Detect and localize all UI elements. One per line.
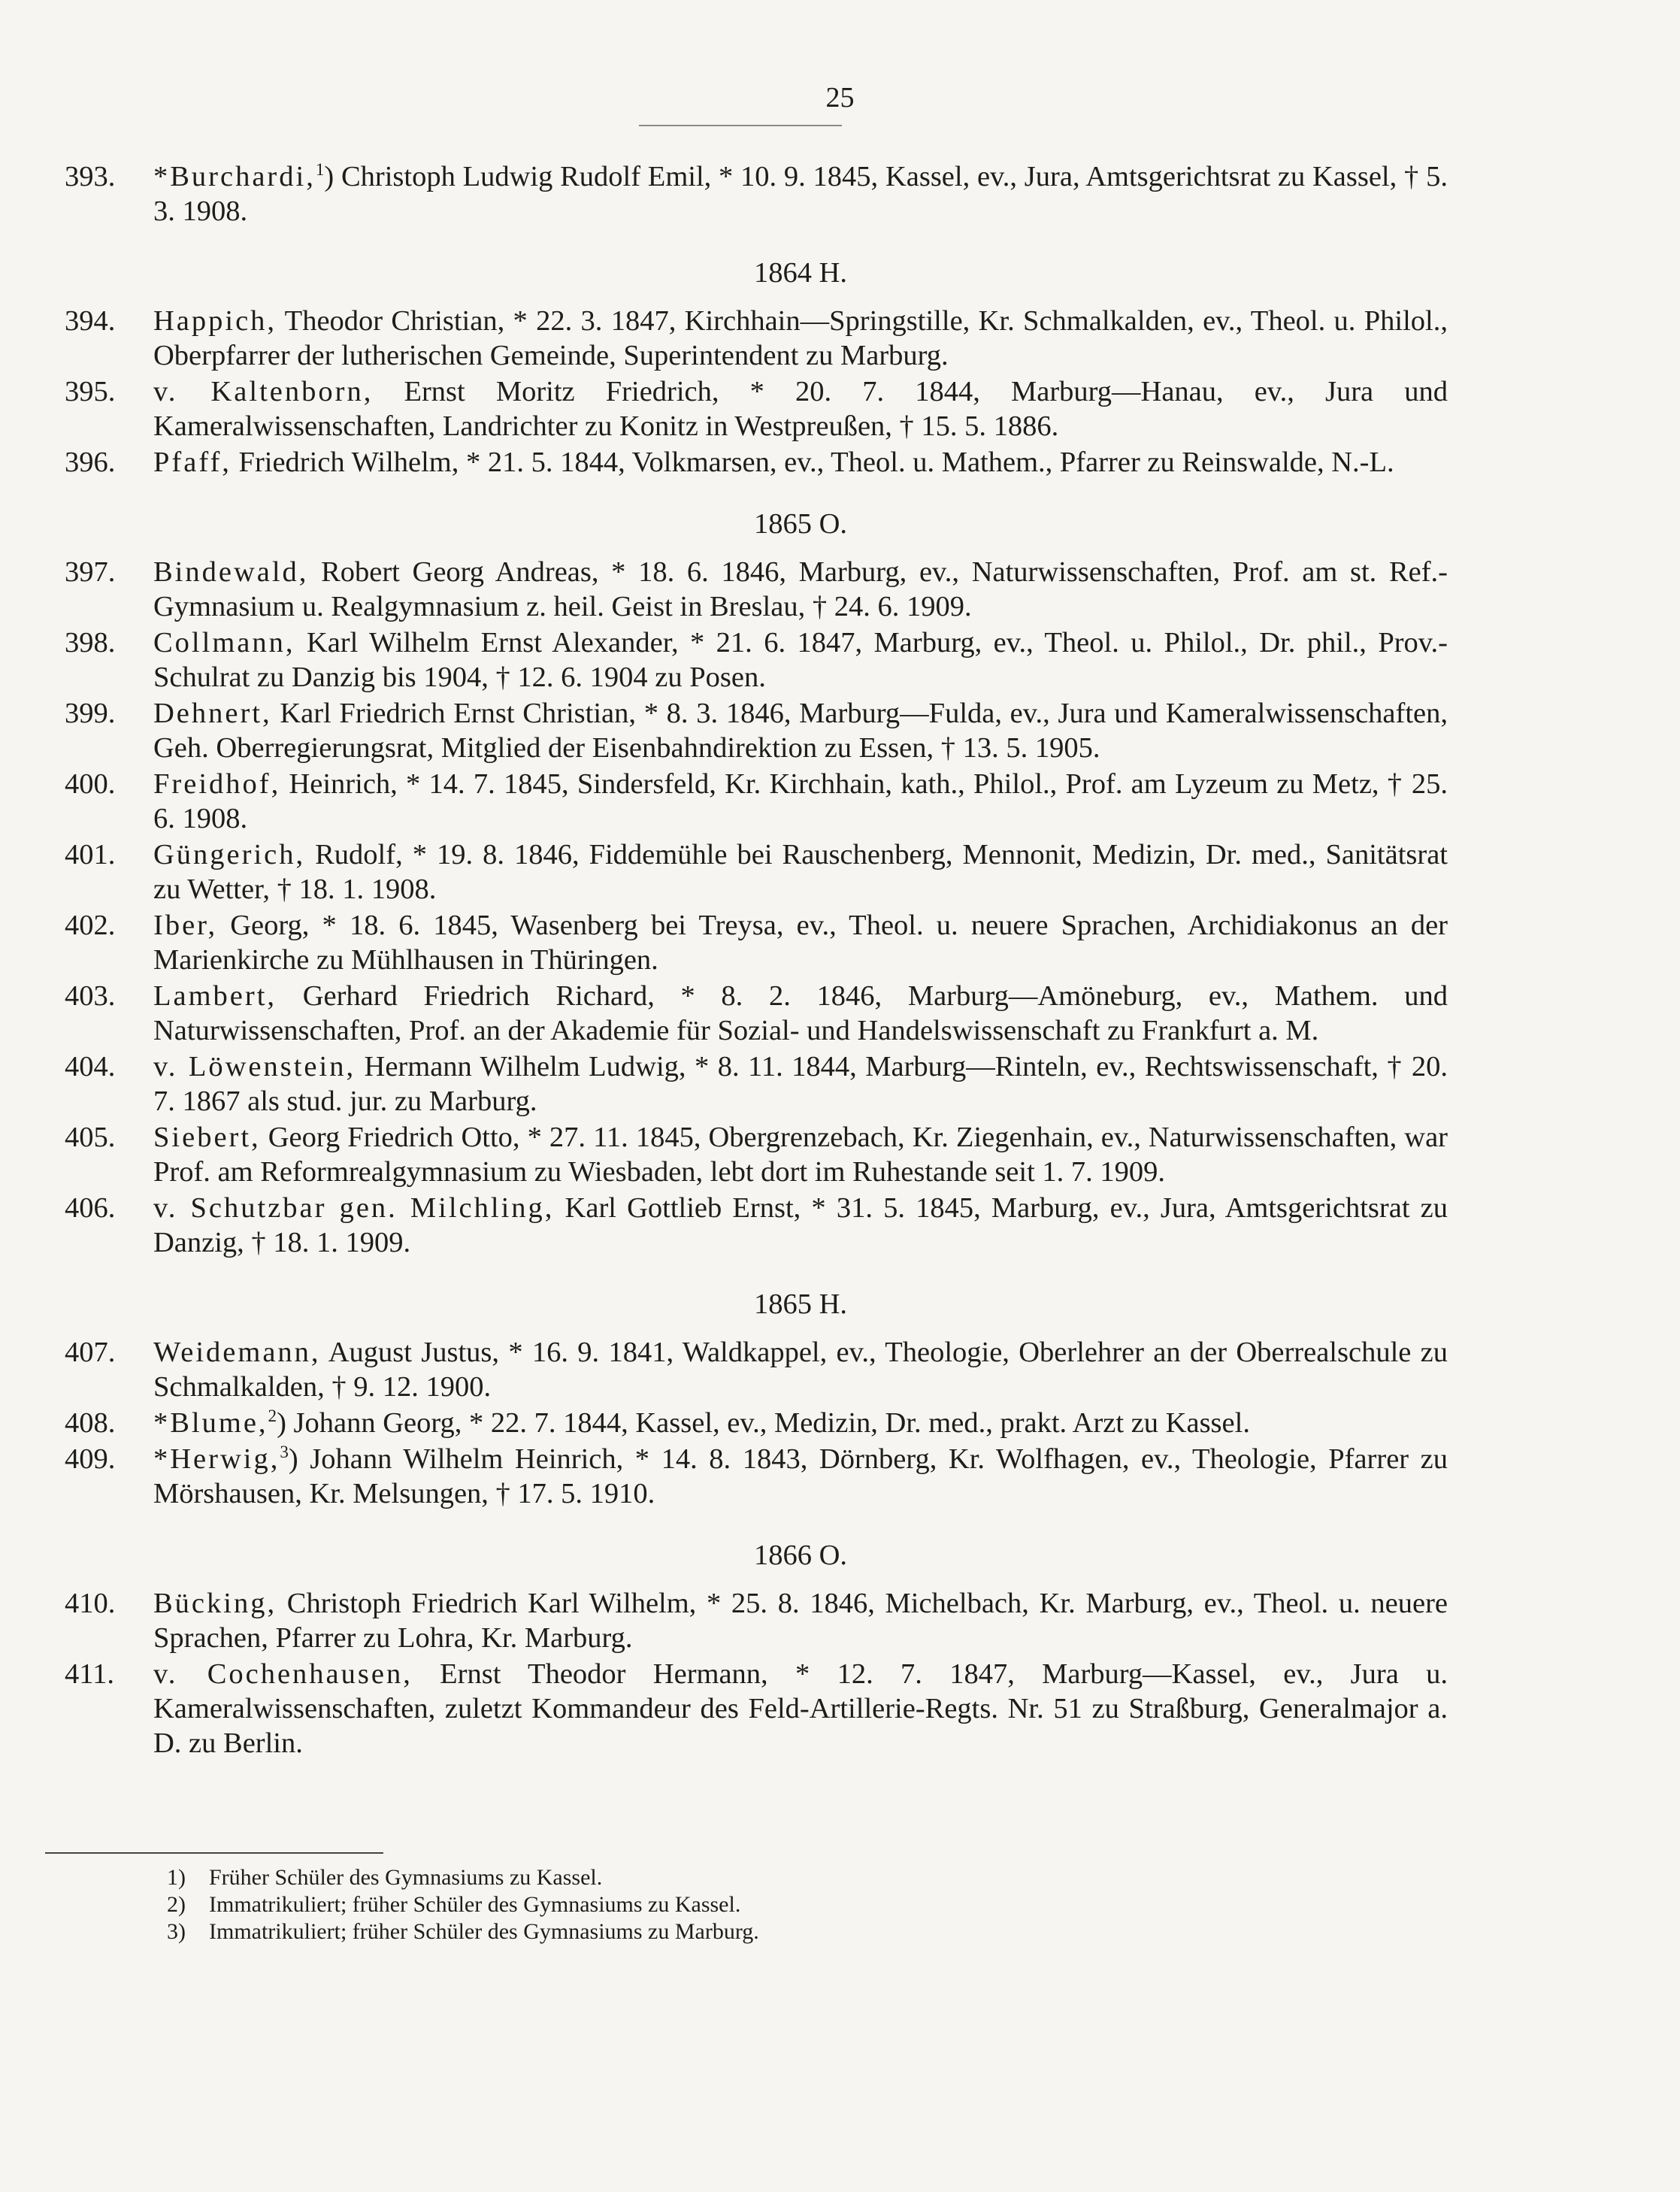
person-name: *Herwig, [153,1443,280,1475]
register-entry [65,555,1448,624]
entry-number: 399. [65,698,116,729]
entry-number: 411. [65,1658,114,1690]
entry-number: 393. [65,161,116,192]
entry-number: 400. [65,768,116,800]
entry-text [153,1049,1448,1119]
register-entry [65,979,1448,1048]
register-entry [65,445,1448,480]
entry-number: 394. [65,305,116,337]
entry-number: 404. [65,1051,116,1082]
register-entry [65,304,1448,373]
entry-details: Gerhard Friedrich Richard, * 8. 2. 1846, Marburg—Amöneburg, ev., Mathem. und Naturwissenschaften, Prof. an der Akademie für Sozial- und Handelswissenschaft zu Frankfurt a. M. [153,980,1448,1046]
register-entry [65,1335,1448,1404]
entry-text [153,1657,1448,1761]
section-heading: 1865 H. [753,1288,848,1320]
entry-details: Ernst Moritz Friedrich, * 20. 7. 1844, Marburg—Hanau, ev., Jura und Kameralwissenschaften, Landrichter zu Konitz in Westpreußen, † 15. 5. 1886. [153,376,1448,442]
person-name: Lambert, [153,980,277,1012]
header-rule [639,125,842,126]
person-name: Iber, [153,910,218,941]
entry-text [153,1442,1448,1511]
entry-number: 407. [65,1337,116,1368]
person-name: Güngerich, [153,839,306,870]
entry-text [153,1191,1448,1260]
register-entry [65,1049,1448,1119]
register-entry [65,1406,1448,1440]
entry-text [153,767,1448,836]
footnote-rule [45,1852,383,1854]
register-entry [65,374,1448,444]
entry-details: Friedrich Wilhelm, * 21. 5. 1844, Volkmarsen, ev., Theol. u. Mathem., Pfarrer zu Reinswalde, N.-L. [231,447,1394,478]
register-entry [65,767,1448,836]
person-name: v. Löwenstein, [153,1051,356,1082]
footnote [167,1891,1294,1918]
footnote-reference: 2 [268,1406,277,1426]
entry-number: 409. [65,1443,116,1475]
entry-details: Ernst Theodor Hermann, * 12. 7. 1847, Marburg—Kassel, ev., Jura u. Kameralwissenschaften, zuletzt Kommandeur des Feld-Artillerie-Regts. Nr. 51 zu Straßburg, Generalmajor a. D. zu Berlin. [153,1658,1448,1759]
register-entry [65,1586,1448,1655]
entry-text [153,1586,1448,1655]
entry-details: Rudolf, * 19. 8. 1846, Fiddemühle bei Rauschenberg, Mennonit, Medizin, Dr. med., Sanitätsrat zu Wetter, † 18. 1. 1908. [153,839,1448,905]
entry-details: ) Johann Georg, * 22. 7. 1844, Kassel, ev., Medizin, Dr. med., prakt. Arzt zu Kassel. [277,1407,1250,1439]
register-entry [65,159,1448,229]
section-heading: 1865 O. [753,508,848,540]
footnote-text: Immatrikuliert; früher Schüler des Gymnasiums zu Marburg. [209,1919,759,1944]
entry-number: 396. [65,447,116,478]
entry-text [153,1406,1448,1440]
entry-number: 395. [65,376,116,407]
entry-number: 408. [65,1407,116,1439]
entry-details: August Justus, * 16. 9. 1841, Waldkappel, ev., Theologie, Oberlehrer an der Oberrealschule zu Schmalkalden, † 9. 12. 1900. [153,1337,1448,1403]
entry-text [153,979,1448,1048]
section-heading: 1864 H. [753,257,848,289]
entry-details: Georg Friedrich Otto, * 27. 11. 1845, Obergrenzebach, Kr. Ziegenhain, ev., Naturwissenschaften, war Prof. am Reformrealgymnasium zu Wiesbaden, lebt dort im Ruhestande seit 1. 7. 1909. [153,1122,1448,1188]
entry-number: 398. [65,627,116,659]
entry-text [153,374,1448,444]
entry-details: Karl Gottlieb Ernst, * 31. 5. 1845, Marburg, ev., Jura, Amtsgerichtsrat zu Danzig, † 18. 1. 1909. [153,1192,1448,1258]
person-name: Happich, [153,305,277,337]
footnote-reference: 1 [315,159,325,180]
person-name: *Blume, [153,1407,268,1439]
entry-number: 397. [65,556,116,588]
person-name: v. Kaltenborn, [153,376,374,407]
person-name: Freidhof, [153,768,281,800]
footnote-text: Immatrikuliert; früher Schüler des Gymnasiums zu Kassel. [209,1892,741,1917]
page-number: 25 [825,82,855,114]
entry-text [153,159,1448,229]
footnote-mark: 2) [167,1892,186,1917]
entry-text [153,304,1448,373]
register-entry [65,837,1448,907]
entry-details: Theodor Christian, * 22. 3. 1847, Kirchhain—Springstille, Kr. Schmalkalden, ev., Theol. u. Philol., Oberpfarrer der lutherischen Gemeinde, Superintendent zu Marburg. [153,305,1448,371]
person-name: v. Cochenhausen, [153,1658,413,1690]
entry-details: ) Christoph Ludwig Rudolf Emil, * 10. 9. 1845, Kassel, ev., Jura, Amtsgerichtsrat zu Kassel, † 5. 3. 1908. [153,161,1448,227]
entry-text [153,1335,1448,1404]
entry-details: Robert Georg Andreas, * 18. 6. 1846, Marburg, ev., Naturwissenschaften, Prof. am st. Ref.-Gymnasium u. Realgymnasium z. heil. Geist in Breslau, † 24. 6. 1909. [153,556,1448,622]
entry-details: Karl Friedrich Ernst Christian, * 8. 3. 1846, Marburg—Fulda, ev., Jura und Kameralwissenschaften, Geh. Oberregierungsrat, Mitglied der Eisenbahndirektion zu Essen, † 13. 5. 1905. [153,698,1448,764]
entry-number: 405. [65,1122,116,1153]
entry-number: 406. [65,1192,116,1224]
entry-details: Georg, * 18. 6. 1845, Wasenberg bei Treysa, ev., Theol. u. neuere Sprachen, Archidiakonus an der Marienkirche zu Mühlhausen in Thüringen. [153,910,1448,976]
person-name: Weidemann, [153,1337,321,1368]
footnote-text: Früher Schüler des Gymnasiums zu Kassel. [209,1865,603,1890]
person-name: v. Schutzbar gen. Milchling, [153,1192,555,1224]
register-entry [65,1442,1448,1511]
entry-details: Christoph Friedrich Karl Wilhelm, * 25. 8. 1846, Michelbach, Kr. Marburg, ev., Theol. u. neuere Sprachen, Pfarrer zu Lohra, Kr. Marburg. [153,1588,1448,1654]
person-name: Dehnert, [153,698,272,729]
person-name: Pfaff, [153,447,232,478]
person-name: *Burchardi, [153,161,316,192]
entry-text [153,445,1448,480]
person-name: Siebert, [153,1122,261,1153]
footnote [167,1918,1294,1945]
entry-details: Hermann Wilhelm Ludwig, * 8. 11. 1844, Marburg—Rinteln, ev., Rechtswissenschaft, † 20. 7. 1867 als stud. jur. zu Marburg. [153,1051,1448,1117]
register-entry [65,1191,1448,1260]
register-entry [65,625,1448,695]
entry-text [153,1120,1448,1189]
entry-details: Heinrich, * 14. 7. 1845, Sindersfeld, Kr. Kirchhain, kath., Philol., Prof. am Lyzeum zu Metz, † 25. 6. 1908. [153,768,1448,834]
footnotes [167,1864,1294,1945]
entry-text [153,837,1448,907]
entry-text [153,555,1448,624]
footnote [167,1864,1294,1891]
register-entry [65,1120,1448,1189]
register-entry [65,1657,1448,1761]
entry-text [153,908,1448,977]
footnote-reference: 3 [280,1442,289,1462]
entry-number: 410. [65,1588,116,1619]
register-entry [65,908,1448,977]
entry-details: Karl Wilhelm Ernst Alexander, * 21. 6. 1847, Marburg, ev., Theol. u. Philol., Dr. phil., Prov.-Schulrat zu Danzig bis 1904, † 12. 6. 1904 zu Posen. [153,627,1448,693]
section-heading: 1866 O. [753,1540,848,1571]
entry-number: 402. [65,910,116,941]
register-entries [65,159,1448,1762]
entry-text [153,625,1448,695]
footnote-mark: 3) [167,1919,186,1944]
person-name: Bindewald, [153,556,309,588]
entry-text [153,696,1448,765]
entry-number: 403. [65,980,116,1012]
person-name: Collmann, [153,627,295,659]
register-entry [65,696,1448,765]
entry-details: ) Johann Wilhelm Heinrich, * 14. 8. 1843, Dörnberg, Kr. Wolfhagen, ev., Theologie, Pfarrer zu Mörshausen, Kr. Melsungen, † 17. 5. 1910. [153,1443,1448,1509]
person-name: Bücking, [153,1588,277,1619]
entry-number: 401. [65,839,116,870]
footnote-mark: 1) [167,1865,186,1890]
